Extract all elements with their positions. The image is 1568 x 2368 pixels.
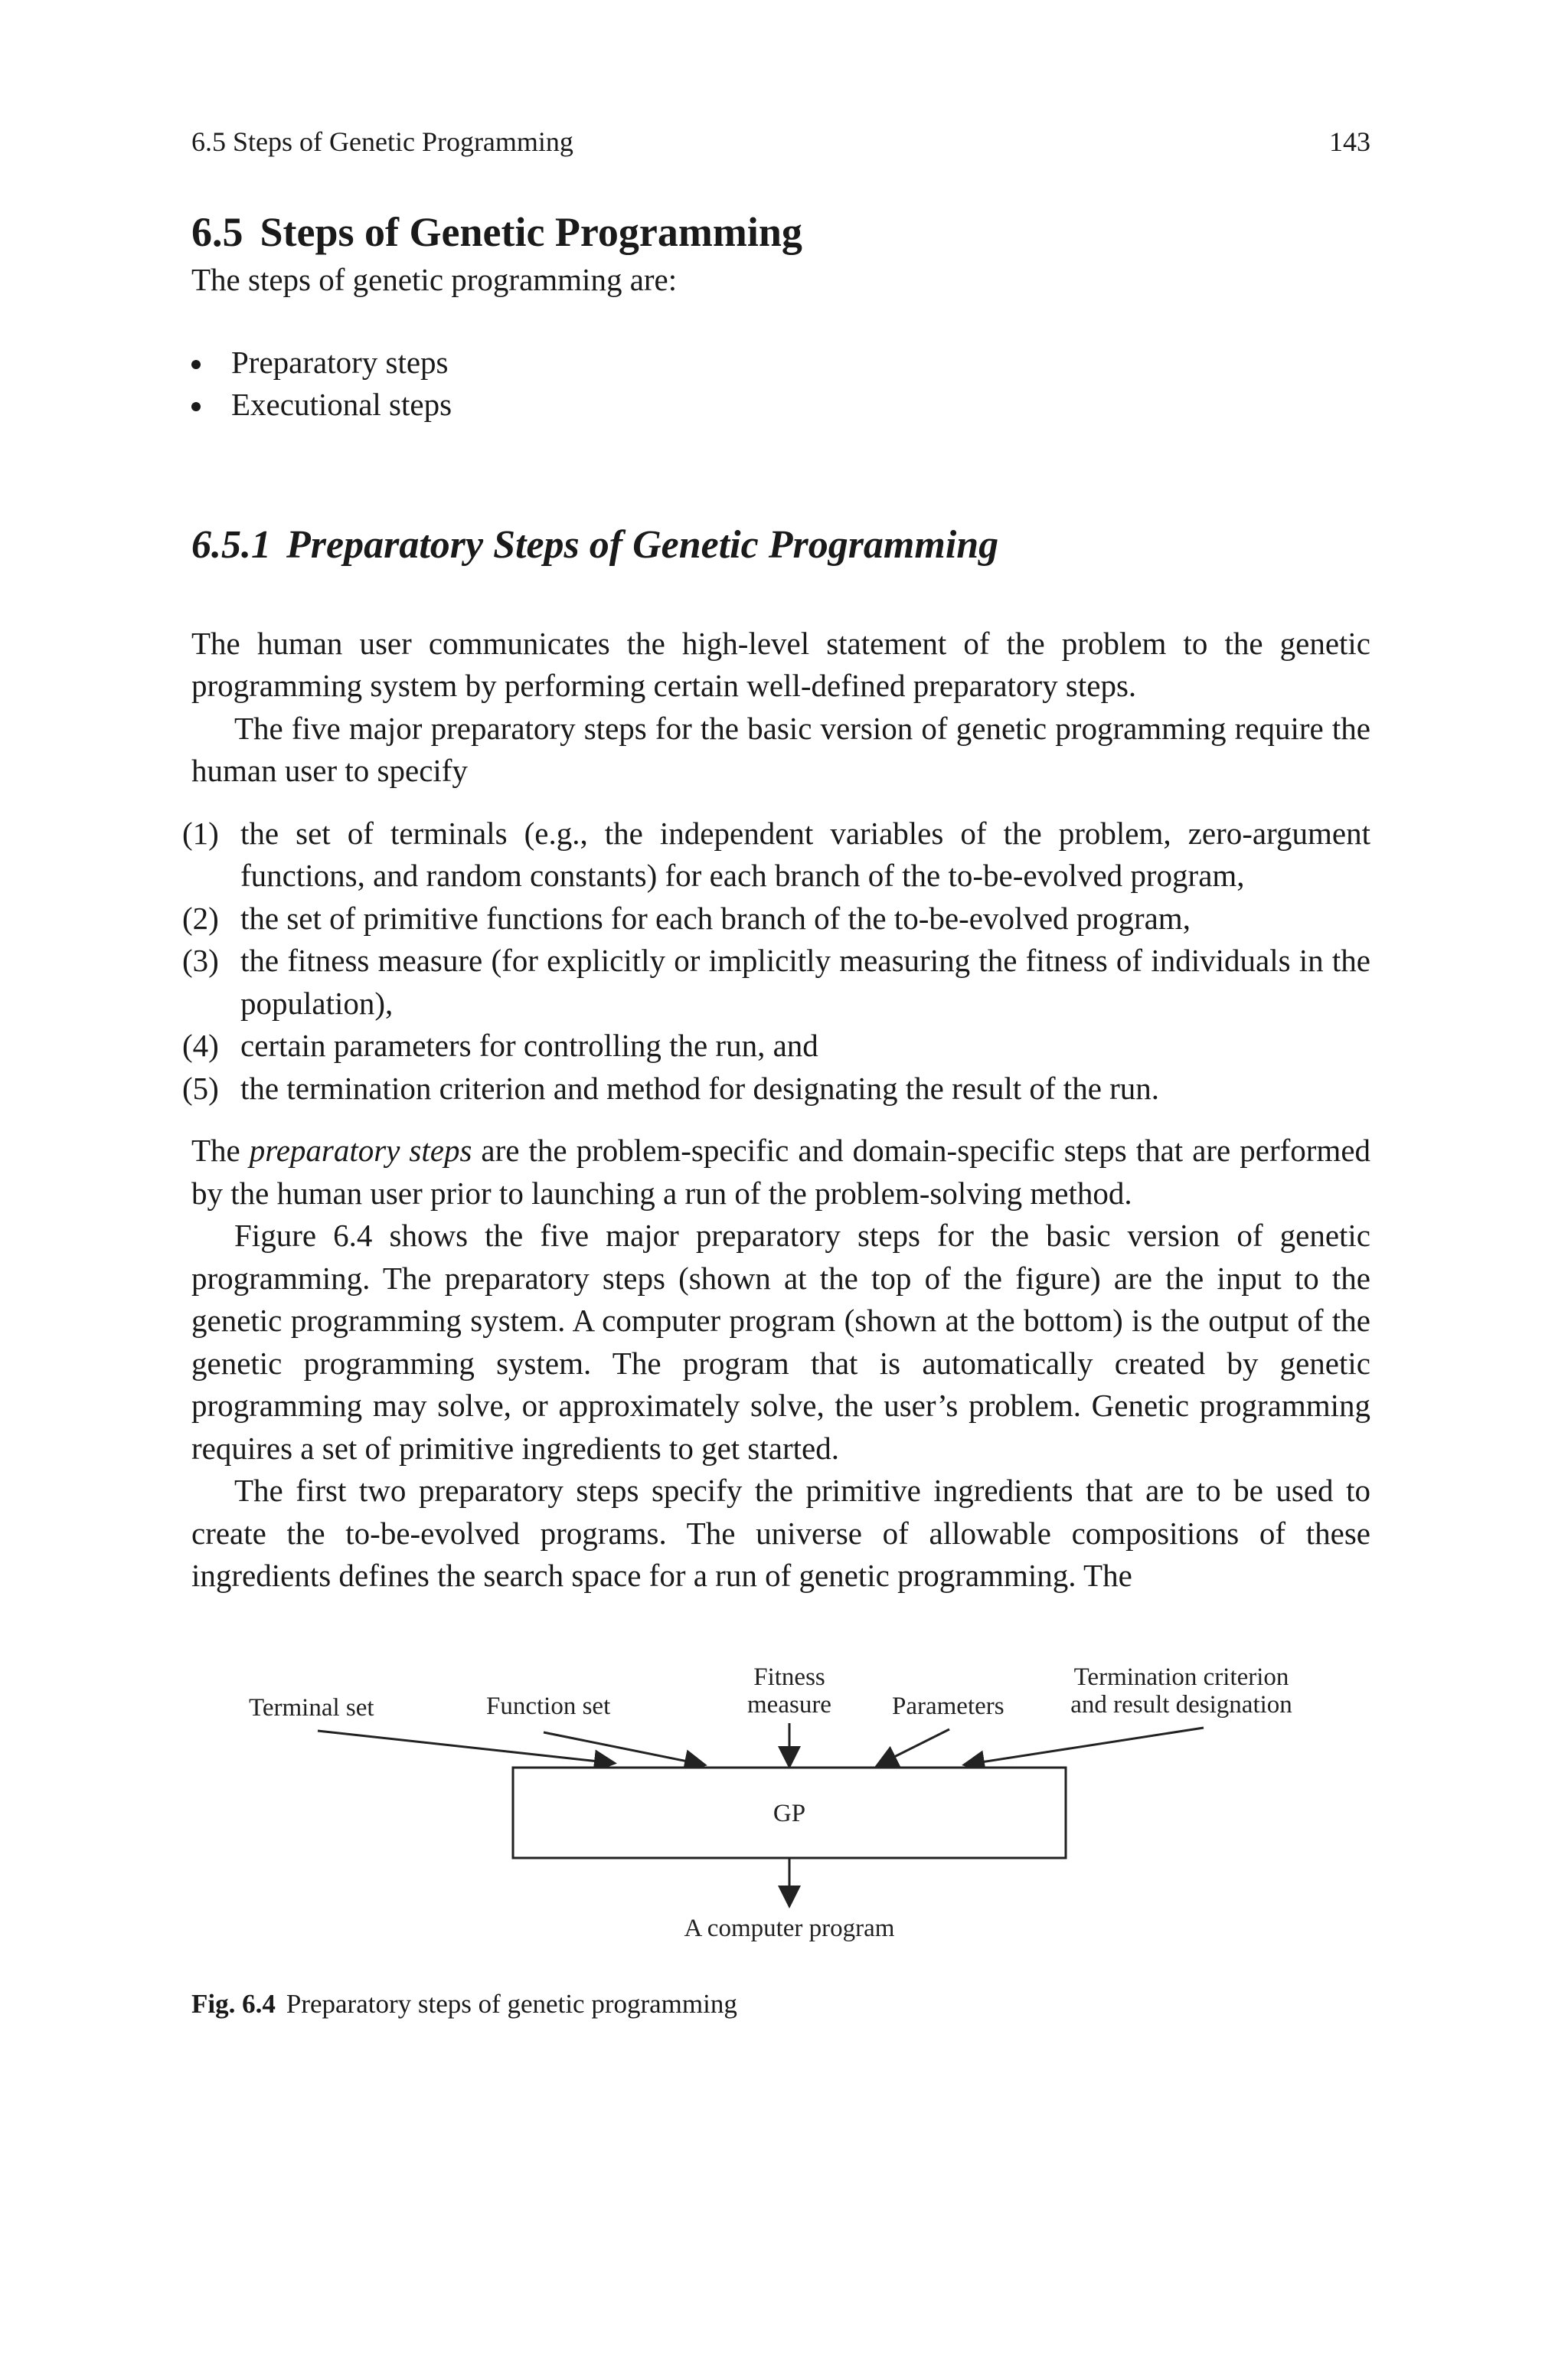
bullet-dot: [191, 402, 201, 411]
paragraph: [191, 1130, 1370, 1215]
computer-program-label: A computer program: [684, 1914, 895, 1942]
list-item-text: the fitness measure (for explicitly or implicitly measuring the fitness of individuals in the population),: [240, 943, 1370, 1021]
subsection-title: Preparatory Steps of Genetic Programming: [286, 522, 999, 567]
list-item: [182, 1068, 1370, 1110]
termination-label-line2: and result designation: [1070, 1690, 1292, 1719]
list-item-text: the set of terminals (e.g., the independent variables of the problem, zero-argument functions, and random constants) for each branch of the to-be-evolved program,: [240, 815, 1370, 893]
function-set-label: Function set: [486, 1692, 611, 1720]
parameters-label: Parameters: [892, 1692, 1004, 1720]
gp-diagram: [191, 1648, 1370, 1985]
paragraph: Figure 6.4 shows the five major preparatory steps for the basic version of genetic programming. The preparatory steps (shown at the top of the figure) are the input to the genetic programming system. A computer program (shown at the bottom) is the output of the genetic programming system. The program that is automatically created by genetic programming may solve, or approximately solve, the user’s problem. Genetic programming requires a set of primitive ingredients to get started.: [191, 1218, 1370, 1466]
arrow-terminal-set: [318, 1731, 612, 1763]
list-item: [182, 813, 1370, 898]
bullet-text: Executional steps: [231, 387, 452, 422]
bullet-dot: [191, 360, 201, 369]
paragraph-text: The: [191, 1133, 250, 1168]
figure-caption: [191, 1985, 1370, 2023]
caption-number: Fig. 6.4: [191, 1988, 276, 2019]
steps-bullet-list: [191, 342, 1370, 427]
list-item-text: certain parameters for controlling the run, and: [240, 1028, 818, 1063]
list-marker: (5): [182, 1070, 219, 1106]
section-heading: [191, 205, 1370, 259]
book-page: [182, 123, 1371, 2023]
running-head: [191, 123, 1370, 161]
section-intro: The steps of genetic programming are:: [191, 262, 678, 297]
termination-label-line1: Termination criterion: [1073, 1663, 1289, 1691]
paragraph: The five major preparatory steps for the basic version of genetic programming require the human user to specify: [191, 710, 1370, 788]
fitness-measure-label-line2: measure: [747, 1690, 831, 1719]
bullet-text: Preparatory steps: [231, 344, 449, 380]
subsection-number: 6.5.1: [191, 522, 271, 567]
page-number: 143: [1329, 126, 1370, 157]
running-head-section: 6.5 Steps of Genetic Programming: [191, 126, 573, 157]
bullet-item: [191, 342, 1370, 384]
list-item: [182, 898, 1370, 940]
paragraph: The first two preparatory steps specify the primitive ingredients that are to be used to create the to-be-evolved programs. The universe of allowable compositions of these ingredients defines the search space for a run of genetic programming. The: [191, 1473, 1370, 1593]
paragraph: The human user communicates the high-level statement of the problem to the genetic programming system by performing certain well-defined preparatory steps.: [191, 625, 1370, 703]
list-marker: (1): [182, 815, 219, 851]
bullet-item: [191, 384, 1370, 427]
list-item-text: the set of primitive functions for each branch of the to-be-evolved program,: [240, 900, 1191, 936]
list-marker: (2): [182, 900, 219, 936]
subsection-body-continued: [191, 1130, 1370, 1598]
paragraph-text: are the problem-specific and domain-specific steps that are performed by the human user prior to launching a run of the problem-solving method.: [191, 1133, 1371, 1211]
list-marker: (4): [182, 1028, 219, 1063]
subsection-body: [191, 623, 1370, 793]
list-item: [182, 940, 1370, 1025]
section-number: 6.5: [191, 209, 243, 255]
terminal-set-label: Terminal set: [249, 1693, 374, 1722]
section-title: Steps of Genetic Programming: [260, 209, 802, 255]
emphasis-term: preparatory steps: [249, 1133, 472, 1168]
arrow-parameters: [879, 1729, 949, 1765]
subsection-heading: [191, 518, 1370, 572]
figure-6-4: [191, 1648, 1370, 1985]
list-item: [182, 1025, 1370, 1068]
arrow-termination: [966, 1728, 1204, 1765]
fitness-measure-label-line1: Fitness: [753, 1663, 825, 1691]
gp-box-label: GP: [773, 1799, 806, 1827]
list-item-text: the termination criterion and method for designating the result of the run.: [240, 1070, 1160, 1106]
preparatory-steps-list: [182, 813, 1370, 1110]
arrow-function-set: [544, 1732, 703, 1765]
caption-text: Preparatory steps of genetic programming: [286, 1988, 737, 2019]
list-marker: (3): [182, 943, 219, 978]
